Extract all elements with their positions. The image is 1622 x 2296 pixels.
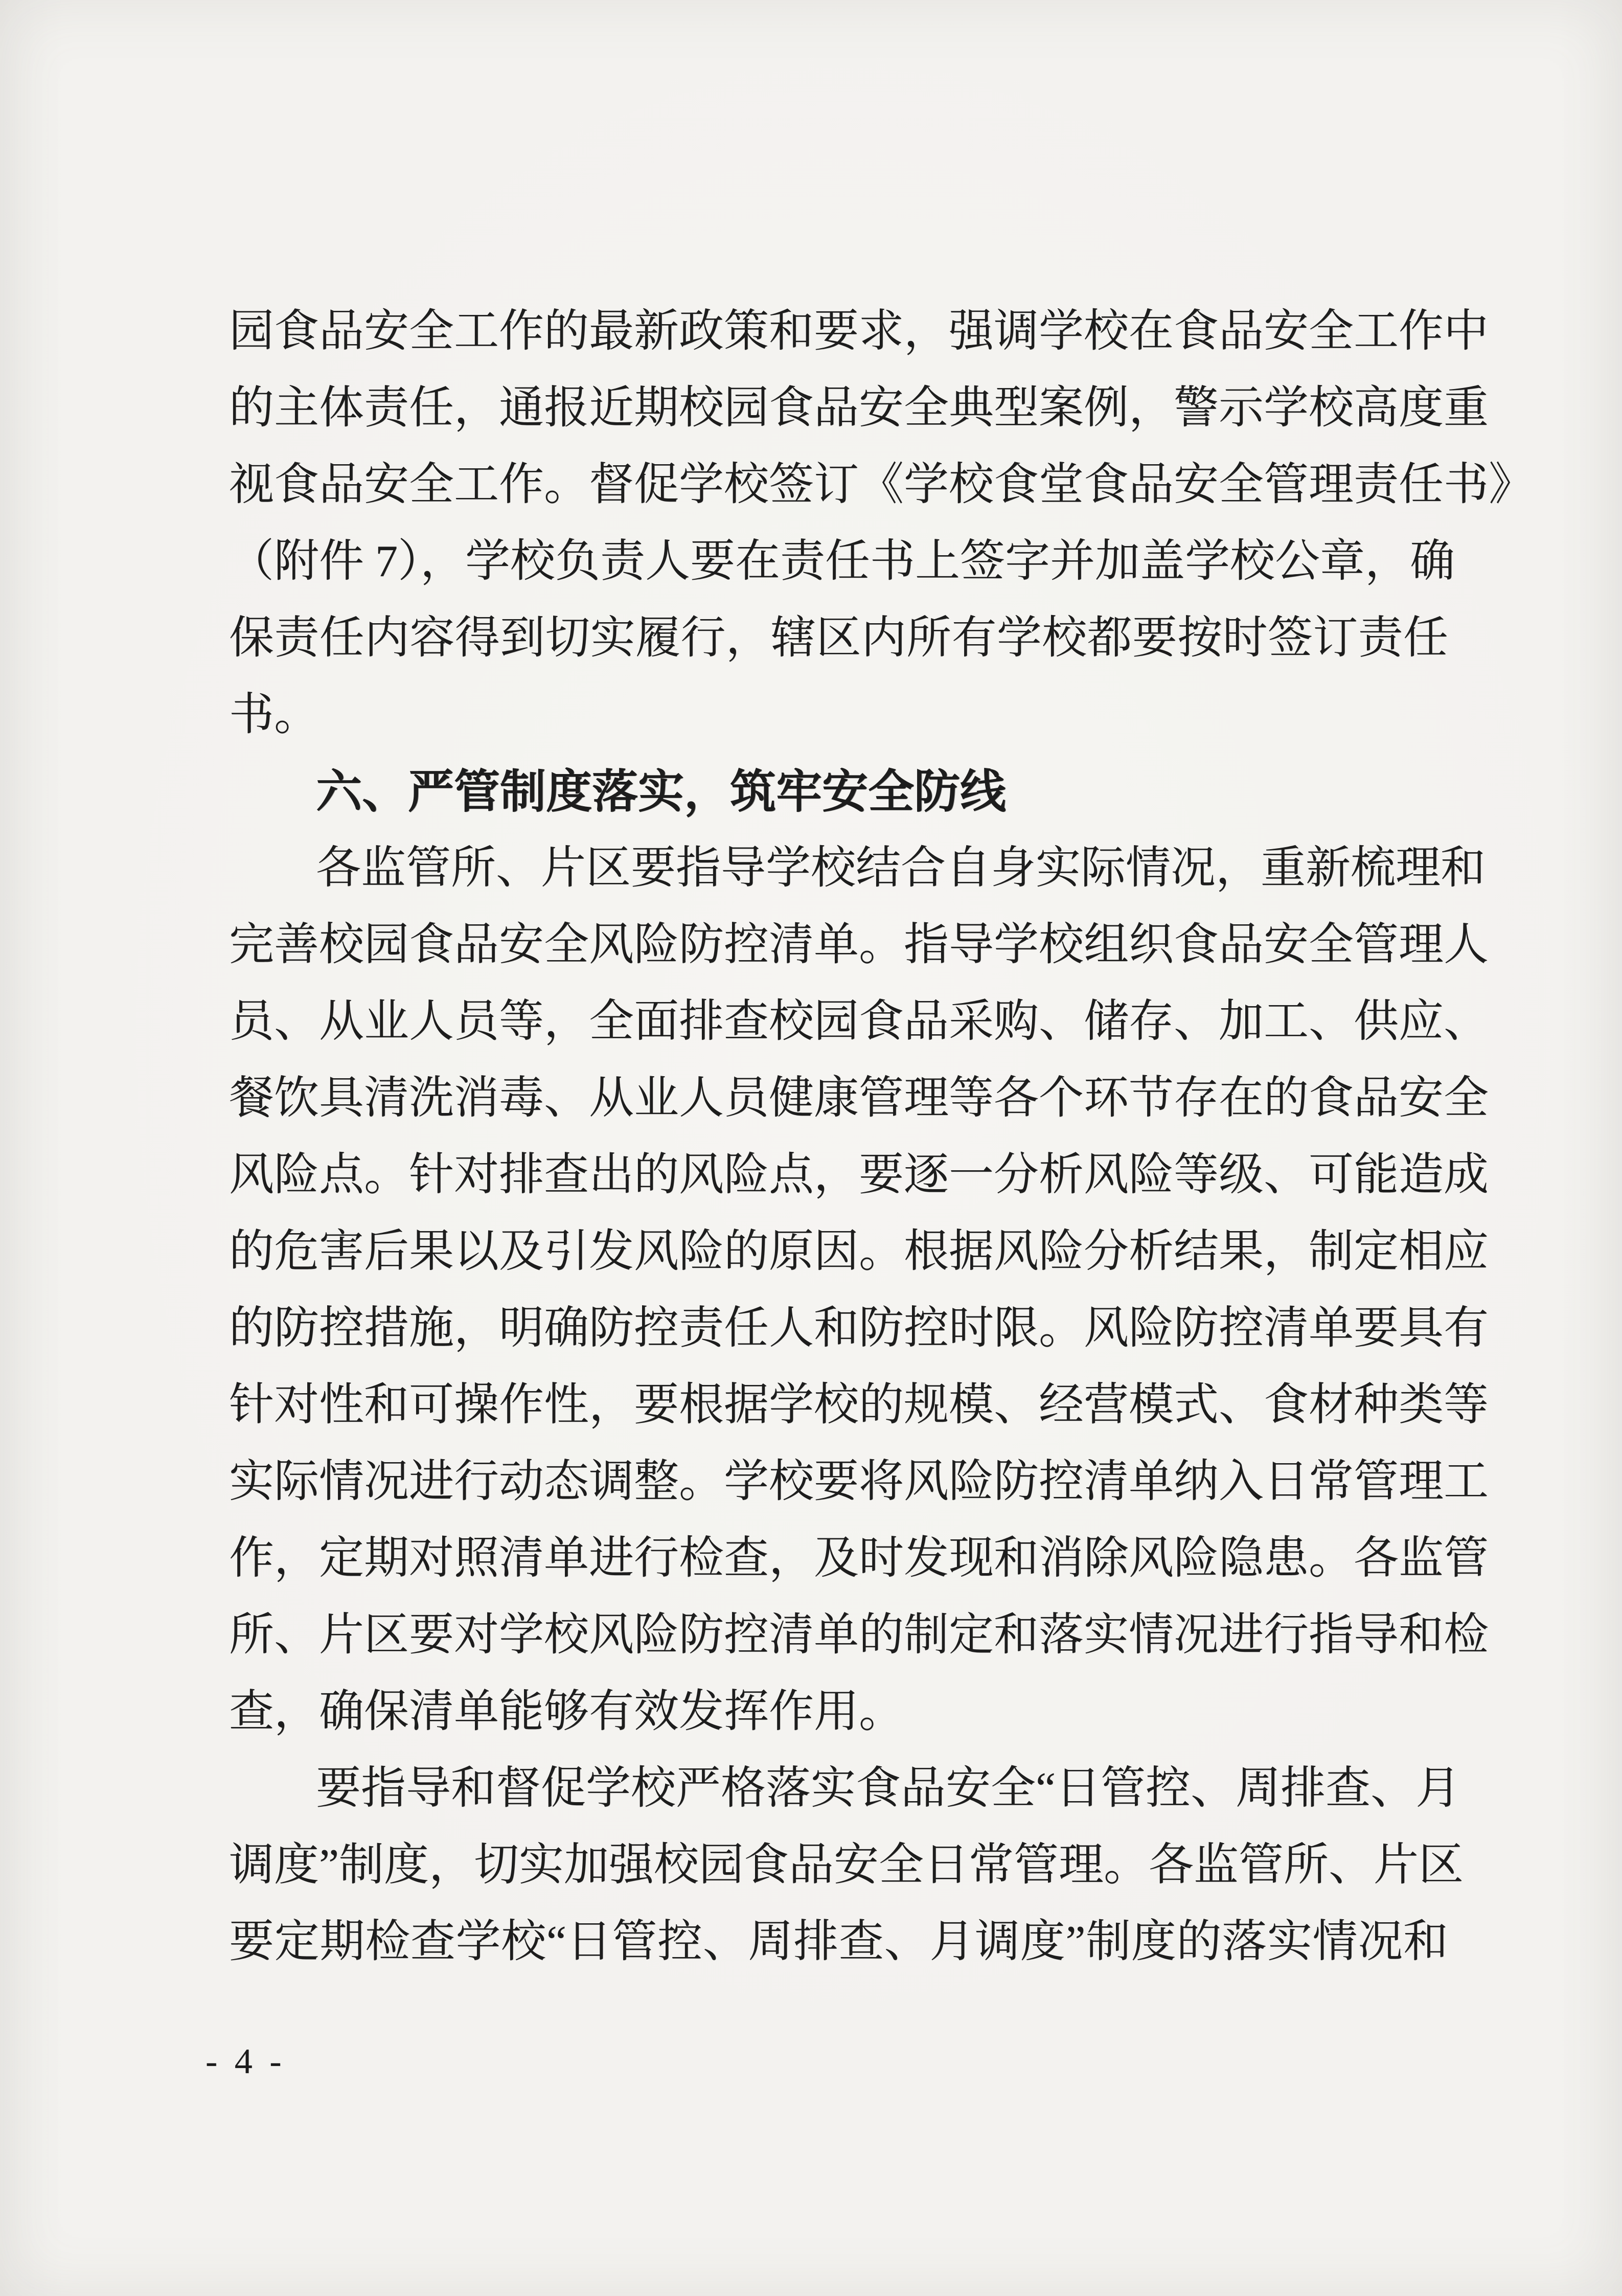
text-line: 风险点。针对排查出的风险点，要逐一分析风险等级、可能造成 <box>229 1150 1489 1200</box>
text-line: 的危害后果以及引发风险的原因。根据风险分析结果，制定相应 <box>229 1227 1489 1277</box>
text-line: 完善校园食品安全风险防控清单。指导学校组织食品安全管理人 <box>229 920 1489 970</box>
paragraph-continued <box>229 293 1534 754</box>
text-line: 针对性和可操作性，要根据学校的规模、经营模式、食材种类等 <box>229 1380 1489 1430</box>
section-heading-text: 六、严管制度落实，筑牢安全防线 <box>316 765 1006 819</box>
text-line: 实际情况进行动态调整。学校要将风险防控清单纳入日常管理工 <box>229 1457 1489 1507</box>
text-line: 员、从业人员等，全面排查校园食品采购、储存、加工、供应、 <box>229 997 1489 1047</box>
text-line: 餐饮具清洗消毒、从业人员健康管理等各个环节存在的食品安全 <box>229 1074 1489 1123</box>
text-line: （附件 7），学校负责人要在责任书上签字并加盖学校公章，确 <box>229 537 1455 586</box>
text-line: 各监管所、片区要指导学校结合自身实际情况，重新梳理和 <box>316 844 1486 893</box>
text-line: 所、片区要对学校风险防控清单的制定和落实情况进行指导和检 <box>229 1610 1489 1660</box>
text-line: 作，定期对照清单进行检查，及时发现和消除风险隐患。各监管 <box>229 1534 1489 1583</box>
text-line: 保责任内容得到切实履行，辖区内所有学校都要按时签订责任 <box>229 613 1448 663</box>
paragraph-risk-control <box>229 830 1489 1751</box>
text-line: 的主体责任，通报近期校园食品安全典型案例，警示学校高度重 <box>229 383 1489 433</box>
text-line: 要指导和督促学校严格落实食品安全“日管控、周排查、月 <box>316 1764 1461 1813</box>
text-line: 园食品安全工作的最新政策和要求，强调学校在食品安全工作中 <box>229 307 1489 356</box>
text-line: 要定期检查学校“日管控、周排查、月调度”制度的落实情况和 <box>229 1917 1448 1967</box>
section-heading <box>229 754 1448 830</box>
text-line: 视食品安全工作。督促学校签订《学校食堂食品安全管理责任书》 <box>229 460 1534 510</box>
document-body <box>229 293 1534 1981</box>
page-number: - 4 - <box>205 2042 286 2081</box>
text-line: 调度”制度，切实加强校园食品安全日常管理。各监管所、片区 <box>229 1840 1464 1890</box>
paragraph-daily-management <box>229 1751 1464 1981</box>
text-line: 查，确保清单能够有效发挥作用。 <box>229 1687 904 1737</box>
text-line: 的防控措施，明确防控责任人和防控时限。风险防控清单要具有 <box>229 1304 1489 1353</box>
text-line: 书。 <box>229 690 319 740</box>
page-footer <box>205 2034 286 2090</box>
